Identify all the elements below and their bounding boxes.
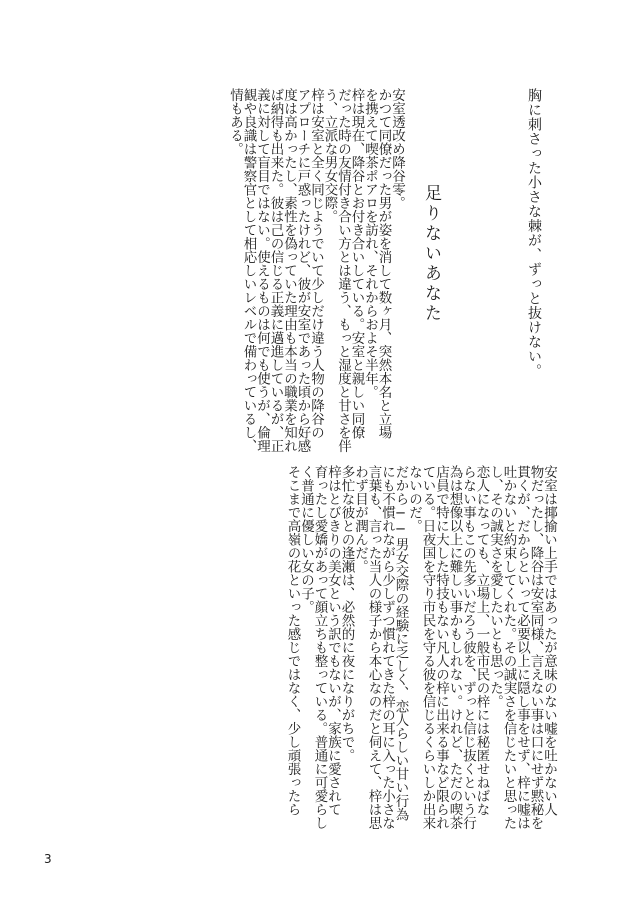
text-line: 梓は安室と全く同じようでいて少しだけ違う人物の降谷の <box>308 88 324 439</box>
text-line: 安室透改め降谷零。 <box>389 88 405 210</box>
text-line: 度は高かったし、素性を偽っていた理由も本当の職業を知れ <box>281 88 297 453</box>
text-line: 義に対して盲目ではない。使えるものは何でも使うが、倫理 <box>254 88 270 453</box>
text-line: う、立派な男女交際。 <box>321 88 338 223</box>
text-line: ば納得も出来た。彼は己の信じる正義に邁進しているが、正 <box>267 88 284 453</box>
text-line: 観や良識は警察官として相応しいレベルで備わっているし、 <box>240 88 257 453</box>
text-line: そこまで高嶺の花といった感じではなく、少し頑張ったら <box>284 465 301 816</box>
text-line: アプローチに戸惑ったけれど、彼が安室であった頃から好感 <box>294 88 311 453</box>
text-line: く普通に優しい女の子。 <box>298 465 314 614</box>
text-line: 梓は現在、降谷とお付き合いしている。安室と親しい同僚 <box>348 88 365 439</box>
text-line: を携えて喫茶ポアロを訪れ、それからおよそ半年。 <box>362 88 378 399</box>
lead-line: 胸に刺さった小さな棘が、ずっと抜けない。 <box>526 88 542 378</box>
text-line: だった時の友情付き合い方とは違う、もっと湿度と甘さを伴 <box>335 88 351 453</box>
text-line: わず目が潤んだ。 <box>352 465 368 573</box>
text-line: かつて同僚だった男が姿を消して数ヶ月、突然本名と立場 <box>375 88 392 439</box>
text-line: 安室は揶揄い上手ではあったが意味のない嘘を吐かない人 <box>541 465 557 816</box>
text-line: 吐かないと約束してくれた。その誠実さを信じたいと思った <box>500 465 517 830</box>
text-line: にも不慣れながら少しずつ慣れてきた梓の耳に入った小さな <box>379 465 395 830</box>
text-line: 恋人になっても、立場上、一般市民の梓には秘匿せねばな <box>473 465 490 816</box>
text-line: 多忙な彼との逢瀬は、必然的に夜になりがちで。 <box>338 465 355 762</box>
text-line: ている。日夜国を守り市民を守る彼を信じるくらいしか出来 <box>419 465 436 830</box>
text-line: し、その誠実さを愛したいとも思った。 <box>487 465 503 708</box>
chapter-title: 足りないあなた <box>421 184 441 324</box>
text-line: 店員で特に大した特技もない凡人の梓に出来る事など限られ <box>433 465 449 830</box>
text-line: 言葉も、言った当人の様子から本心なのだと伺えて、梓は思 <box>365 465 382 830</box>
lower-text-block <box>135 465 557 830</box>
text-line: 物だったし、降谷は安室同様、言えない事は口にせず黙秘を <box>527 465 544 830</box>
text-line: 育ったし愛嬌があって顔立ちも整っている。普通に可愛らし <box>311 465 328 830</box>
text-line: 情もある。 <box>227 88 243 156</box>
text-line: らない事もこの先多いだろう彼を、ずっと信じ抜くという行 <box>460 465 476 830</box>
text-line: 梓はとびきりの美女という訳でもないが、家族に愛されて <box>325 465 341 816</box>
text-line: だから──男女交際の経験に乏しく、恋人らしい甘い行為 <box>392 465 409 821</box>
text-line: 為は想像以上に難しい事かもしれない。けれど、ただの喫茶 <box>446 465 463 830</box>
text-line: ないのだ。 <box>406 465 422 533</box>
text-line: 貫くが、だからといって必要以上に隠し事をせず、梓に嘘は <box>514 465 530 830</box>
upper-text-block <box>48 88 405 453</box>
page-number: 3 <box>44 852 52 866</box>
